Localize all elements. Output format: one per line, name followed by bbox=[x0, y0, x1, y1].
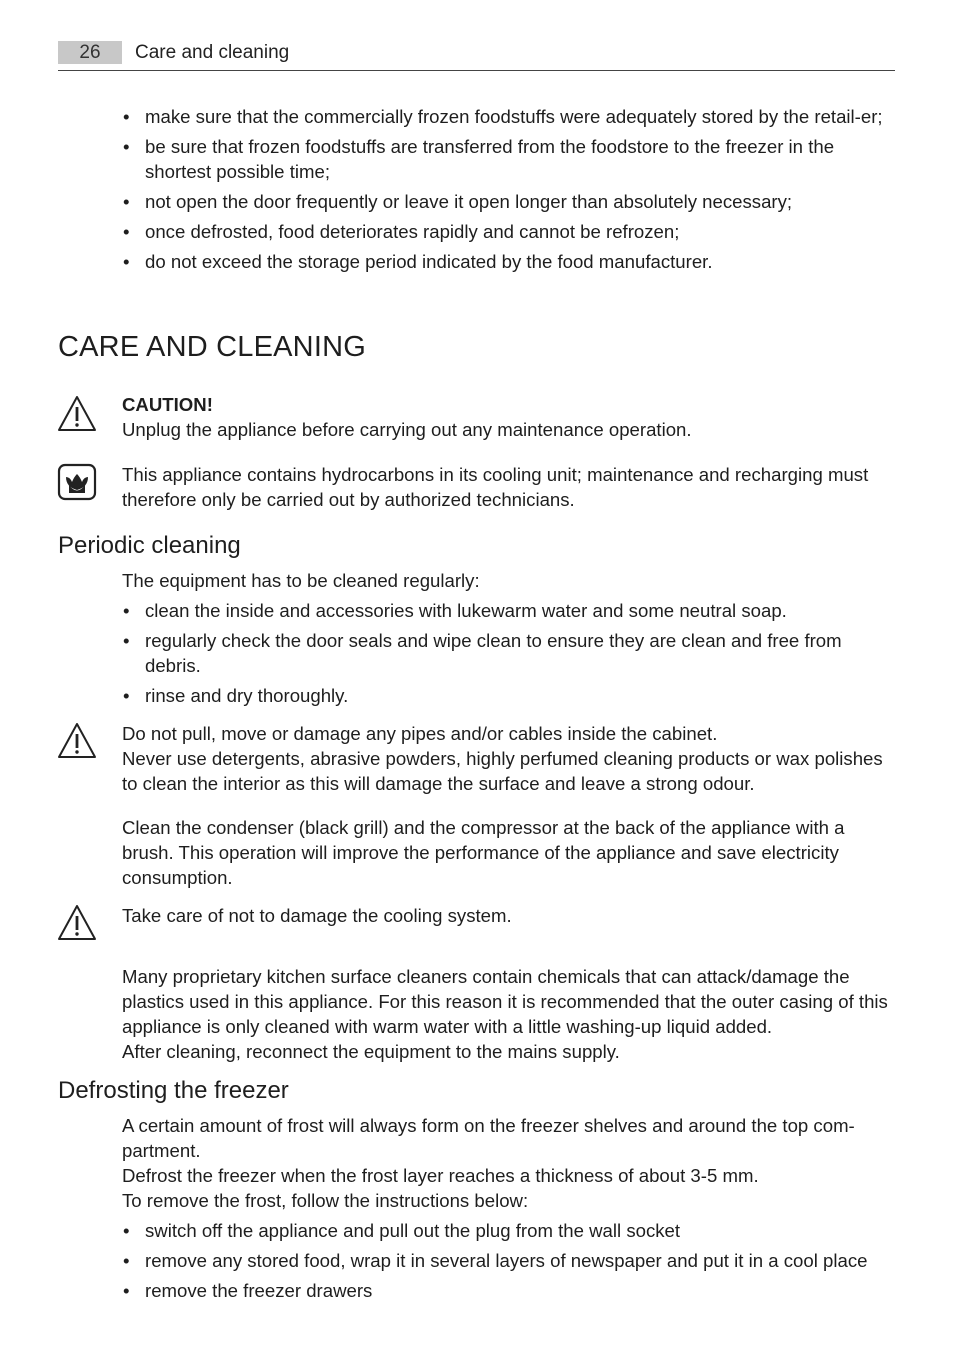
defrosting-block: A certain amount of frost will always form on the freezer shelves and around the top com-partment. Defrost the freezer when the frost layer reaches a thickness of about 3-5 mm. To remove the frost, follow the instructions below: • switch off the appliance and pull out the plug from the wall socket • remove any stored food, wrap it in several layers of newspaper and put it in a cool place • remove the freezer drawers bbox=[122, 1113, 892, 1308]
list-item: • rinse and dry thoroughly. bbox=[122, 683, 892, 708]
list-item: • clean the inside and accessories with lukewarm water and some neutral soap. bbox=[122, 598, 892, 623]
list-item: • make sure that the commercially frozen foodstuffs were adequately stored by the retail-er; bbox=[122, 104, 892, 129]
environment-note: This appliance contains hydrocarbons in its cooling unit; maintenance and recharging must therefore only be carried out by authorized technicians. bbox=[122, 464, 869, 510]
caution-title: CAUTION! bbox=[122, 394, 213, 415]
list-item: • remove any stored food, wrap it in several layers of newspaper and put it in a cool place bbox=[122, 1248, 892, 1273]
intro-bullet-list bbox=[122, 104, 892, 279]
periodic-cleaning-block bbox=[122, 568, 892, 713]
list-item: • do not exceed the storage period indicated by the food manufacturer. bbox=[122, 249, 892, 274]
page-number: 26 bbox=[58, 41, 122, 64]
list-item: • switch off the appliance and pull out the plug from the wall socket bbox=[122, 1218, 892, 1243]
list-item: • be sure that frozen foodstuffs are transferred from the foodstore to the freezer in the shortest possible time; bbox=[122, 134, 892, 184]
defrosting-heading: Defrosting the freezer bbox=[58, 1077, 289, 1104]
warning-triangle-icon bbox=[57, 904, 97, 942]
caution-text: Unplug the appliance before carrying out any maintenance operation. bbox=[122, 419, 692, 440]
list-item: • not open the door frequently or leave it open longer than absolutely necessary; bbox=[122, 189, 892, 214]
periodic-intro: The equipment has to be cleaned regularly: bbox=[122, 570, 480, 591]
cleaners-text: Many proprietary kitchen surface cleaners contain chemicals that can attack/damage the plastics used in this appliance. For this reason it is recommended that the outer casing of this appliance is only cleaned with warm water with a little washing-up liquid added. After cleaning, reconnect the equipment to the mains supply. bbox=[122, 966, 888, 1062]
main-heading: CARE AND CLEANING bbox=[58, 331, 366, 363]
condenser-text: Clean the condenser (black grill) and the compressor at the back of the appliance with a brush. This operation will improve the performance of the appliance and save electricity consumption. bbox=[122, 817, 845, 888]
periodic-cleaning-heading: Periodic cleaning bbox=[58, 532, 241, 559]
cooling-system-warning: Take care of not to damage the cooling system. bbox=[122, 905, 512, 926]
environment-icon bbox=[57, 463, 97, 501]
list-item: • once defrosted, food deteriorates rapidly and cannot be refrozen; bbox=[122, 219, 892, 244]
header-section-title: Care and cleaning bbox=[135, 42, 290, 63]
warning-triangle-icon bbox=[57, 395, 97, 433]
pipes-warning: Do not pull, move or damage any pipes and/or cables inside the cabinet. Never use detergents, abrasive powders, highly perfumed cleaning products or wax polishes to clean the interior as this will damage the surface and leave a strong odour. bbox=[122, 723, 883, 794]
list-item: • regularly check the door seals and wipe clean to ensure they are clean and free from debris. bbox=[122, 628, 892, 678]
page-header bbox=[58, 40, 895, 71]
list-item: • remove the freezer drawers bbox=[122, 1278, 892, 1303]
warning-triangle-icon bbox=[57, 722, 97, 760]
caution-block bbox=[122, 392, 892, 442]
